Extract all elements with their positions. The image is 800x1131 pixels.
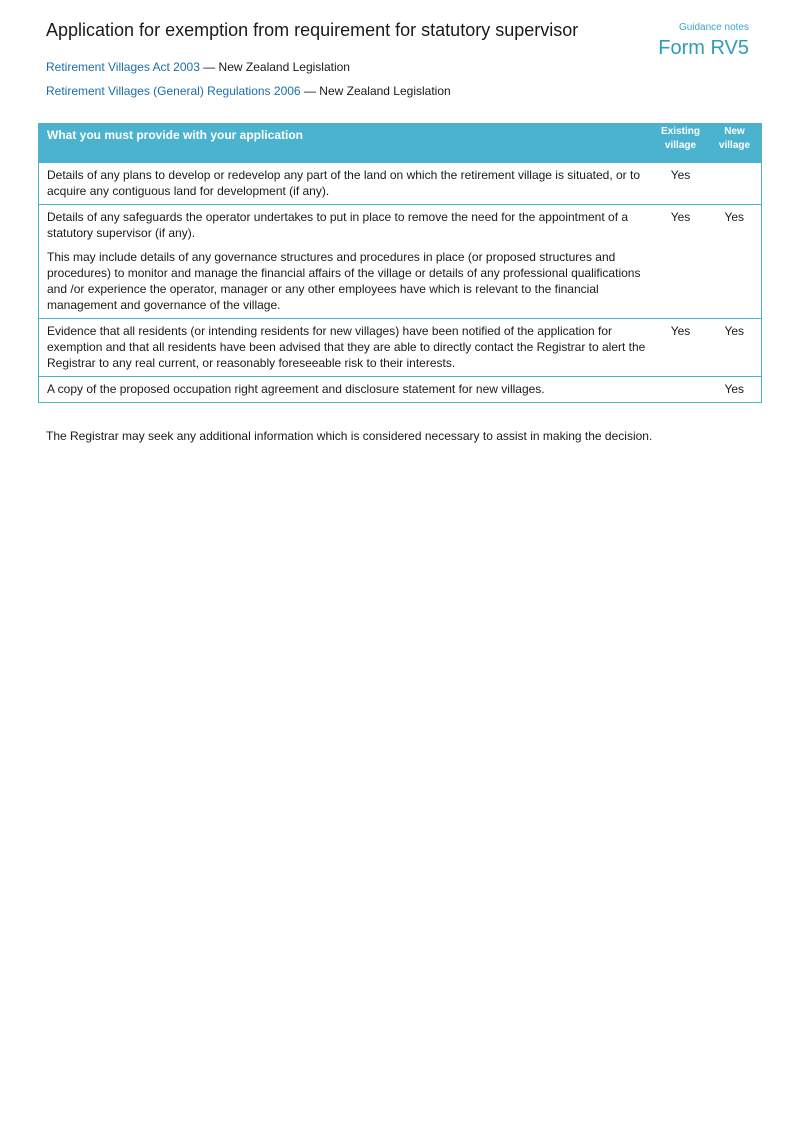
table-row [39,163,762,205]
legislation-line-act [46,60,350,74]
requirement-text: Details of any plans to develop or redevelop any part of the land on which the retirement village is situated, or to acquire any contiguous land for development (if any). [47,168,641,198]
page-title: Application for exemption from requirement for statutory supervisor [46,20,579,40]
act-suffix: — New Zealand Legislation [203,60,350,74]
form-number: Form RV5 [658,37,749,59]
new-village-value: Yes [708,377,762,403]
requirements-table [38,123,762,403]
legislation-line-regulations [46,84,451,98]
requirement-text: Details of any safeguards the operator undertakes to put in place to remove the need for the appointment of a statutory supervisor (if any). [47,210,629,240]
table-row [39,205,762,319]
existing-village-value [654,377,708,403]
existing-village-value: Yes [654,163,708,205]
header-existing-village: Existing village [654,124,708,163]
new-village-value: Yes [708,205,762,319]
new-village-value [708,163,762,205]
regulations-suffix: — New Zealand Legislation [303,84,451,98]
new-village-value: Yes [708,319,762,377]
act-link[interactable]: Retirement Villages Act 2003 [46,60,200,74]
regulations-link[interactable]: Retirement Villages (General) Regulations 2006 [46,84,301,98]
table-header-row [39,124,762,163]
requirement-text: This may include details of any governance structures and procedures in place (or proposed structures and procedures) to monitor and manage the financial affairs of the village or details of any professional qualifications and /or experience the operator, manager or any other employees have which is relevant to the financial management and governance of the village. [47,250,641,312]
existing-village-value: Yes [654,319,708,377]
header-new-village: New village [708,124,762,163]
table-row [39,377,762,403]
registrar-note: The Registrar may seek any additional information which is considered necessary to assist in making the decision. [46,429,653,443]
requirement-text: A copy of the proposed occupation right agreement and disclosure statement for new villages. [47,382,545,396]
requirement-cell [39,319,654,377]
requirement-cell [39,163,654,205]
requirement-text: Evidence that all residents (or intending residents for new villages) have been notified of the application for exemption and that all residents have been advised that they are able to directly contact the Registrar to alert the Registrar to any real current, or reasonably foreseeable risk to their interests. [47,324,646,370]
guidance-notes-label: Guidance notes [678,22,749,33]
requirement-cell [39,377,654,403]
requirement-cell [39,205,654,319]
existing-village-value: Yes [654,205,708,319]
table-row [39,319,762,377]
header-requirements: What you must provide with your application [39,124,654,163]
